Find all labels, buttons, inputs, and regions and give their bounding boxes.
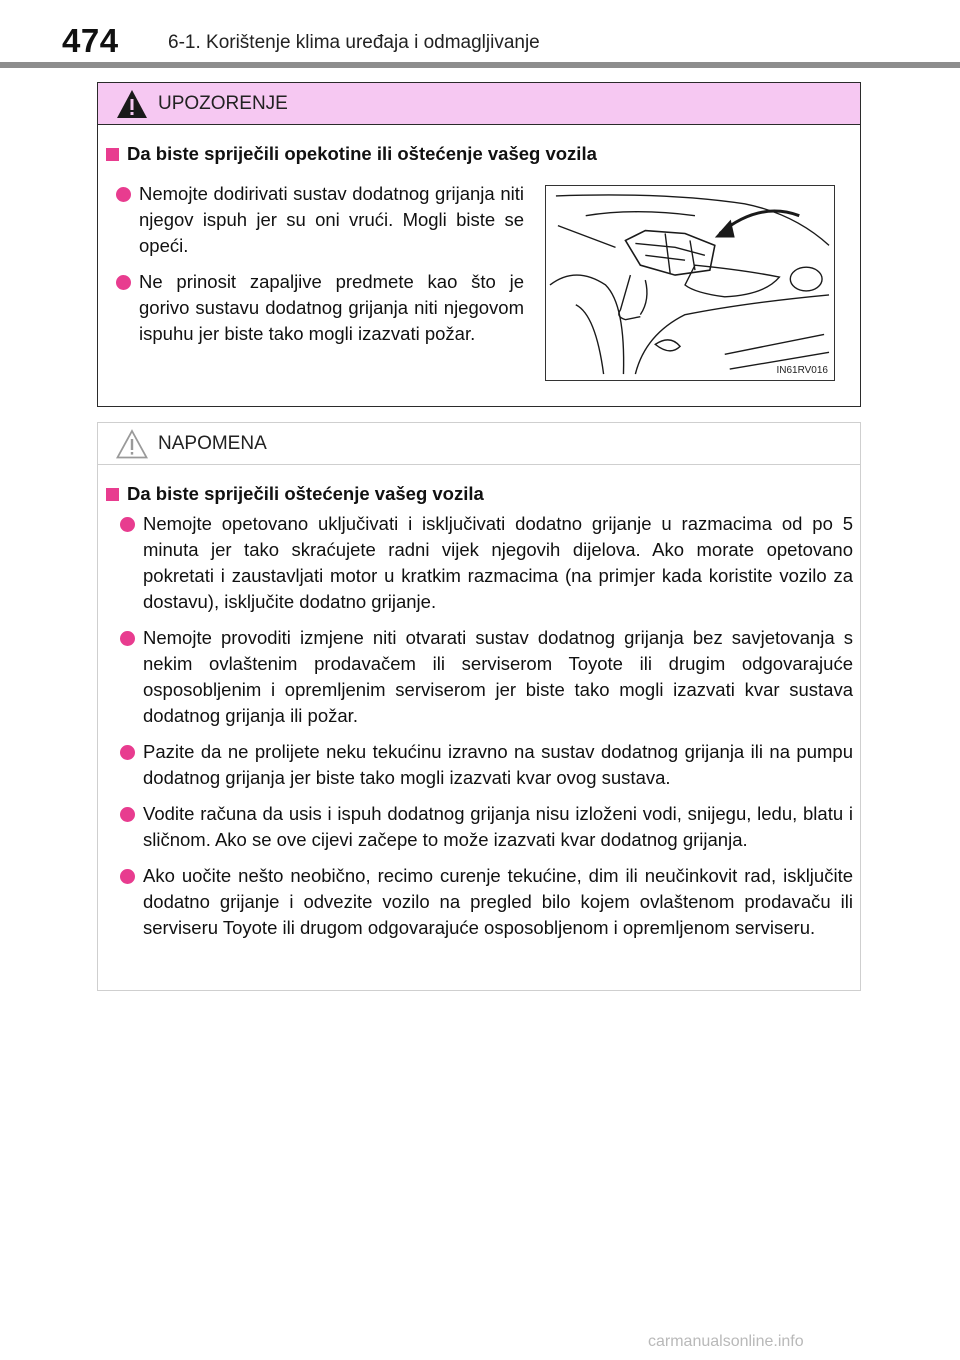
bullet-dot-icon (116, 187, 131, 202)
car-front-illustration (545, 185, 835, 381)
list-item (120, 625, 853, 729)
list-item-text: Pazite da ne prolijete neku tekućinu izravno na sustav dodatnog grijanja ili na pumpu dodatnog grijanja jer biste tako mogli izazvati kvar ovog sustava. (143, 741, 853, 788)
list-item (120, 739, 853, 791)
bullet-dot-icon (120, 869, 135, 884)
note-label: NAPOMENA (158, 432, 267, 454)
warning-triangle-icon (116, 89, 148, 119)
warning-label: UPOZORENJE (158, 92, 288, 114)
caution-triangle-icon (116, 429, 148, 459)
list-item-text: Ne prinosit zapaljive predmete kao što je gorivo sustavu dodatnog grijanja niti njegovom ispuhu jer biste tako mogli izazvati požar. (139, 271, 524, 344)
section-title: 6-1. Korištenje klima uređaja i odmagljivanje (168, 32, 540, 53)
list-item (116, 181, 524, 259)
note-bullet-list (120, 511, 853, 951)
note-box-header (98, 423, 860, 465)
list-item (120, 511, 853, 615)
page-number: 474 (62, 22, 119, 59)
list-item (120, 801, 853, 853)
warning-box-header (98, 83, 860, 125)
list-item-text: Nemojte opetovano uključivati i isključivati dodatno grijanje u razmacima od po 5 minuta jer tako skraćujete radni vijek njegovih dijelova. Ako morate opetovano pokretati i zaustavljati motor u kratkim razmacima (na primjer kada koristite vozilo za dostavu), isključite dodatno grijanje. (143, 513, 853, 612)
figure-code: IN61RV016 (776, 365, 828, 376)
square-bullet-icon (106, 148, 119, 161)
warning-box (97, 82, 861, 407)
warning-bullet-list (116, 181, 524, 357)
bullet-dot-icon (120, 807, 135, 822)
bullet-dot-icon (120, 745, 135, 760)
bullet-dot-icon (116, 275, 131, 290)
bullet-dot-icon (120, 517, 135, 532)
warning-heading (106, 143, 597, 165)
list-item-text: Nemojte dodirivati sustav dodatnog grijanja niti njegov ispuh jer su oni vrući. Mogli biste se opeći. (139, 183, 524, 256)
square-bullet-icon (106, 488, 119, 501)
list-item (120, 863, 853, 941)
list-item-text: Vodite računa da usis i ispuh dodatnog grijanja nisu izloženi vodi, snijegu, ledu, blatu i sličnom. Ako se ove cijevi začepe to može izazvati kvar dodatnog grijanja. (143, 803, 853, 850)
note-heading-text: Da biste spriječili oštećenje vašeg vozila (127, 483, 484, 504)
note-box (97, 422, 861, 991)
warning-heading-text: Da biste spriječili opekotine ili oštećenje vašeg vozila (127, 143, 597, 164)
note-heading (106, 483, 484, 505)
header-rule (0, 62, 960, 68)
list-item-text: Nemojte provoditi izmjene niti otvarati sustav dodatnog grijanja bez savjetovanja s nekim ovlaštenim prodavačem ili serviserom Toyote ili drugim odgovarajuće osposobljenim i opremljenim serviserom jer biste tako mogli izazvati kvar sustava dodatnog grijanja ili požar. (143, 627, 853, 726)
page-header (0, 0, 960, 70)
bullet-dot-icon (120, 631, 135, 646)
list-item-text: Ako uočite nešto neobično, recimo curenje tekućine, dim ili neučinkovit rad, isključite dodatno grijanje i odvezite vozilo na pregled bilo kojem ovlaštenom prodavaču ili serviseru Toyote ili drugom odgovarajuće osposobljenom i opremljenom serviseru. (143, 865, 853, 938)
watermark: carmanualsonline.info (648, 1333, 804, 1350)
list-item (116, 269, 524, 347)
